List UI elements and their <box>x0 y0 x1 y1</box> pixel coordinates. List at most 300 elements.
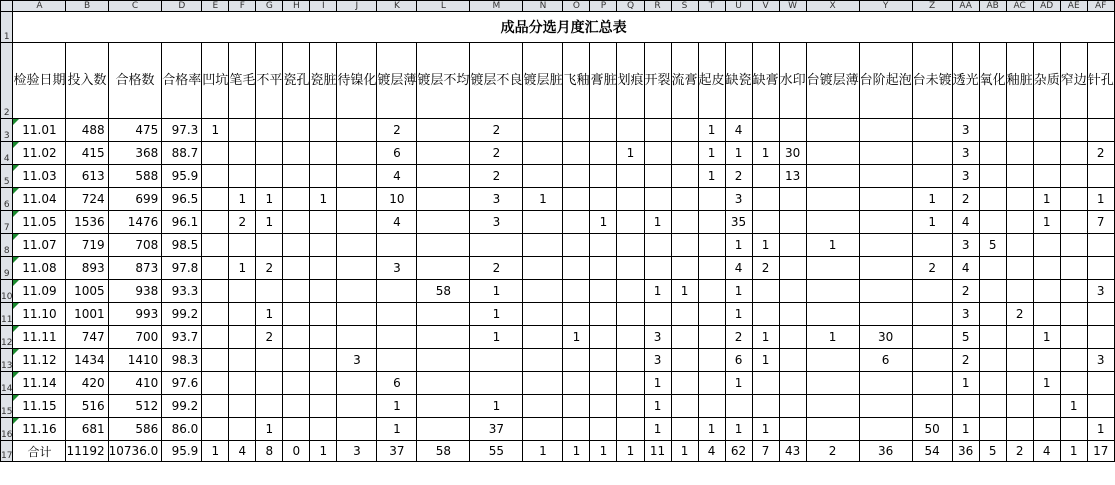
data-cell[interactable]: 1 <box>912 211 952 234</box>
data-cell[interactable]: 1 <box>644 372 671 395</box>
date-cell[interactable]: 11.14 <box>13 372 66 395</box>
data-cell[interactable]: 35 <box>725 211 752 234</box>
data-cell[interactable] <box>671 326 698 349</box>
data-cell[interactable] <box>256 142 283 165</box>
data-cell[interactable] <box>671 395 698 418</box>
data-cell[interactable] <box>590 395 617 418</box>
data-cell[interactable] <box>256 234 283 257</box>
data-cell[interactable] <box>1033 303 1060 326</box>
column-header-c[interactable]: C <box>108 1 162 12</box>
data-cell[interactable] <box>590 142 617 165</box>
data-cell[interactable]: 1 <box>644 211 671 234</box>
data-cell[interactable] <box>1006 372 1033 395</box>
header-cell[interactable]: 台未镀 <box>912 43 952 119</box>
data-cell[interactable]: 3 <box>952 234 979 257</box>
data-cell[interactable]: 7 <box>752 441 779 462</box>
data-cell[interactable] <box>1060 418 1087 441</box>
header-cell[interactable]: 开裂 <box>644 43 671 119</box>
data-cell[interactable] <box>523 234 563 257</box>
data-cell[interactable] <box>1006 418 1033 441</box>
data-cell[interactable] <box>1087 257 1114 280</box>
data-cell[interactable] <box>752 372 779 395</box>
data-cell[interactable] <box>523 211 563 234</box>
data-cell[interactable] <box>859 234 912 257</box>
data-cell[interactable] <box>563 280 590 303</box>
data-cell[interactable] <box>698 326 725 349</box>
header-cell[interactable]: 不平 <box>256 43 283 119</box>
data-cell[interactable]: 938 <box>108 280 162 303</box>
data-cell[interactable]: 1 <box>644 418 671 441</box>
data-cell[interactable]: 1 <box>470 303 523 326</box>
column-header-j[interactable]: J <box>337 1 377 12</box>
data-cell[interactable] <box>283 257 310 280</box>
data-cell[interactable]: 4 <box>725 257 752 280</box>
data-cell[interactable] <box>202 257 229 280</box>
data-cell[interactable]: 13 <box>779 165 806 188</box>
data-cell[interactable]: 3 <box>644 326 671 349</box>
data-cell[interactable] <box>671 234 698 257</box>
header-cell[interactable]: 透光 <box>952 43 979 119</box>
data-cell[interactable] <box>202 165 229 188</box>
data-cell[interactable]: 2 <box>952 188 979 211</box>
data-cell[interactable] <box>563 234 590 257</box>
row-header-12[interactable]: 12 <box>1 326 13 349</box>
data-cell[interactable]: 993 <box>108 303 162 326</box>
header-cell[interactable]: 窄边 <box>1060 43 1087 119</box>
row-header-5[interactable]: 5 <box>1 165 13 188</box>
column-header-u[interactable]: U <box>725 1 752 12</box>
data-cell[interactable] <box>979 165 1006 188</box>
data-cell[interactable] <box>337 257 377 280</box>
data-cell[interactable] <box>617 165 644 188</box>
data-cell[interactable] <box>752 119 779 142</box>
data-cell[interactable]: 613 <box>66 165 108 188</box>
date-cell[interactable]: 11.01 <box>13 119 66 142</box>
data-cell[interactable] <box>1006 119 1033 142</box>
data-cell[interactable] <box>779 303 806 326</box>
data-cell[interactable] <box>523 142 563 165</box>
data-cell[interactable] <box>283 326 310 349</box>
column-header-z[interactable]: Z <box>912 1 952 12</box>
header-cell[interactable]: 瓷孔 <box>283 43 310 119</box>
data-cell[interactable]: 415 <box>66 142 108 165</box>
date-cell[interactable]: 11.12 <box>13 349 66 372</box>
data-cell[interactable]: 1 <box>952 418 979 441</box>
data-cell[interactable]: 1 <box>912 188 952 211</box>
data-cell[interactable] <box>617 257 644 280</box>
data-cell[interactable] <box>979 142 1006 165</box>
data-cell[interactable]: 1 <box>256 188 283 211</box>
data-cell[interactable] <box>202 188 229 211</box>
data-cell[interactable]: 1 <box>523 188 563 211</box>
data-cell[interactable] <box>563 165 590 188</box>
data-cell[interactable]: 1 <box>470 395 523 418</box>
data-cell[interactable] <box>256 119 283 142</box>
data-cell[interactable]: 2 <box>952 280 979 303</box>
data-cell[interactable] <box>644 234 671 257</box>
header-cell[interactable]: 飞釉 <box>563 43 590 119</box>
data-cell[interactable]: 2 <box>256 257 283 280</box>
data-cell[interactable] <box>337 326 377 349</box>
data-cell[interactable]: 1 <box>1033 326 1060 349</box>
data-cell[interactable]: 55 <box>470 441 523 462</box>
column-header-o[interactable]: O <box>563 1 590 12</box>
data-cell[interactable]: 1005 <box>66 280 108 303</box>
date-cell[interactable]: 11.09 <box>13 280 66 303</box>
data-cell[interactable] <box>806 349 859 372</box>
data-cell[interactable] <box>979 418 1006 441</box>
data-cell[interactable]: 1 <box>644 395 671 418</box>
data-cell[interactable]: 2 <box>256 326 283 349</box>
data-cell[interactable]: 719 <box>66 234 108 257</box>
data-cell[interactable] <box>644 257 671 280</box>
column-header-w[interactable]: W <box>779 1 806 12</box>
data-cell[interactable] <box>912 142 952 165</box>
data-cell[interactable] <box>806 257 859 280</box>
data-cell[interactable] <box>859 211 912 234</box>
data-cell[interactable] <box>377 234 417 257</box>
data-cell[interactable] <box>671 165 698 188</box>
data-cell[interactable] <box>590 257 617 280</box>
column-header-f[interactable]: F <box>229 1 256 12</box>
data-cell[interactable]: 873 <box>108 257 162 280</box>
header-cell[interactable]: 待镍化 <box>337 43 377 119</box>
data-cell[interactable] <box>698 303 725 326</box>
data-cell[interactable] <box>698 188 725 211</box>
data-cell[interactable] <box>310 280 337 303</box>
data-cell[interactable] <box>202 142 229 165</box>
data-cell[interactable]: 1 <box>698 119 725 142</box>
data-cell[interactable] <box>337 234 377 257</box>
data-cell[interactable]: 3 <box>470 211 523 234</box>
data-cell[interactable]: 36 <box>952 441 979 462</box>
data-cell[interactable] <box>671 142 698 165</box>
data-cell[interactable]: 1 <box>563 326 590 349</box>
data-cell[interactable]: 1 <box>590 441 617 462</box>
data-cell[interactable]: 1 <box>952 372 979 395</box>
data-cell[interactable] <box>806 395 859 418</box>
data-cell[interactable] <box>617 188 644 211</box>
column-header-d[interactable]: D <box>162 1 202 12</box>
data-cell[interactable]: 58 <box>417 280 470 303</box>
data-cell[interactable]: 1 <box>671 441 698 462</box>
data-cell[interactable] <box>283 372 310 395</box>
data-cell[interactable]: 30 <box>859 326 912 349</box>
data-cell[interactable] <box>1060 188 1087 211</box>
data-cell[interactable]: 37 <box>470 418 523 441</box>
data-cell[interactable] <box>912 326 952 349</box>
data-cell[interactable] <box>617 418 644 441</box>
data-cell[interactable] <box>912 349 952 372</box>
data-cell[interactable] <box>310 372 337 395</box>
data-cell[interactable]: 43 <box>779 441 806 462</box>
data-cell[interactable] <box>417 418 470 441</box>
data-cell[interactable] <box>590 326 617 349</box>
data-cell[interactable] <box>979 372 1006 395</box>
data-cell[interactable] <box>979 188 1006 211</box>
data-cell[interactable] <box>417 188 470 211</box>
data-cell[interactable] <box>283 188 310 211</box>
row-header-17[interactable]: 17 <box>1 441 13 462</box>
data-cell[interactable]: 724 <box>66 188 108 211</box>
date-cell[interactable]: 11.10 <box>13 303 66 326</box>
data-cell[interactable]: 3 <box>644 349 671 372</box>
data-cell[interactable]: 1 <box>725 418 752 441</box>
data-cell[interactable] <box>698 372 725 395</box>
data-cell[interactable]: 2 <box>1006 303 1033 326</box>
row-header-7[interactable]: 7 <box>1 211 13 234</box>
data-cell[interactable]: 516 <box>66 395 108 418</box>
data-cell[interactable] <box>417 142 470 165</box>
data-cell[interactable] <box>310 234 337 257</box>
data-cell[interactable]: 1 <box>256 418 283 441</box>
data-cell[interactable] <box>1033 257 1060 280</box>
total-label-cell[interactable]: 合计 <box>13 441 66 462</box>
data-cell[interactable]: 1 <box>698 142 725 165</box>
data-cell[interactable]: 1 <box>725 303 752 326</box>
data-cell[interactable]: 97.3 <box>162 119 202 142</box>
data-cell[interactable] <box>202 395 229 418</box>
data-cell[interactable]: 3 <box>952 142 979 165</box>
data-cell[interactable]: 1 <box>202 119 229 142</box>
data-cell[interactable] <box>523 326 563 349</box>
data-cell[interactable] <box>859 188 912 211</box>
data-cell[interactable] <box>979 303 1006 326</box>
column-header-t[interactable]: T <box>698 1 725 12</box>
header-cell[interactable]: 杂质 <box>1033 43 1060 119</box>
data-cell[interactable] <box>1006 257 1033 280</box>
data-cell[interactable]: 4 <box>952 211 979 234</box>
row-header-2[interactable]: 2 <box>1 43 13 119</box>
data-cell[interactable] <box>979 349 1006 372</box>
date-cell[interactable]: 11.04 <box>13 188 66 211</box>
data-cell[interactable]: 1 <box>725 280 752 303</box>
data-cell[interactable] <box>202 211 229 234</box>
data-cell[interactable] <box>256 372 283 395</box>
data-cell[interactable] <box>671 372 698 395</box>
data-cell[interactable] <box>698 349 725 372</box>
data-cell[interactable] <box>310 211 337 234</box>
data-cell[interactable] <box>698 280 725 303</box>
data-cell[interactable]: 88.7 <box>162 142 202 165</box>
header-cell[interactable]: 流膏 <box>671 43 698 119</box>
data-cell[interactable] <box>859 257 912 280</box>
data-cell[interactable] <box>617 280 644 303</box>
data-cell[interactable]: 1 <box>1033 211 1060 234</box>
data-cell[interactable]: 1 <box>229 257 256 280</box>
data-cell[interactable] <box>644 142 671 165</box>
data-cell[interactable] <box>644 188 671 211</box>
data-cell[interactable] <box>617 395 644 418</box>
data-cell[interactable] <box>1006 395 1033 418</box>
data-cell[interactable] <box>1033 165 1060 188</box>
data-cell[interactable] <box>617 349 644 372</box>
row-header-15[interactable]: 15 <box>1 395 13 418</box>
column-header-g[interactable]: G <box>256 1 283 12</box>
data-cell[interactable] <box>979 211 1006 234</box>
data-cell[interactable] <box>1060 303 1087 326</box>
data-cell[interactable] <box>229 303 256 326</box>
header-cell[interactable]: 缺瓷 <box>725 43 752 119</box>
data-cell[interactable] <box>377 349 417 372</box>
data-cell[interactable] <box>617 303 644 326</box>
data-cell[interactable] <box>337 142 377 165</box>
data-cell[interactable] <box>1087 234 1114 257</box>
data-cell[interactable]: 3 <box>1087 349 1114 372</box>
data-cell[interactable] <box>912 234 952 257</box>
data-cell[interactable]: 0 <box>283 441 310 462</box>
data-cell[interactable]: 99.2 <box>162 303 202 326</box>
data-cell[interactable] <box>337 303 377 326</box>
data-cell[interactable] <box>417 119 470 142</box>
data-cell[interactable] <box>1006 349 1033 372</box>
data-cell[interactable] <box>229 234 256 257</box>
data-cell[interactable] <box>779 234 806 257</box>
data-cell[interactable] <box>912 372 952 395</box>
data-cell[interactable]: 1 <box>377 395 417 418</box>
data-cell[interactable]: 1 <box>470 280 523 303</box>
data-cell[interactable] <box>523 257 563 280</box>
column-header-s[interactable]: S <box>671 1 698 12</box>
data-cell[interactable] <box>644 165 671 188</box>
data-cell[interactable]: 2 <box>1087 142 1114 165</box>
data-cell[interactable]: 17 <box>1087 441 1114 462</box>
data-cell[interactable] <box>779 418 806 441</box>
data-cell[interactable] <box>859 119 912 142</box>
data-cell[interactable] <box>1006 326 1033 349</box>
data-cell[interactable] <box>417 395 470 418</box>
data-cell[interactable] <box>337 165 377 188</box>
data-cell[interactable]: 420 <box>66 372 108 395</box>
data-cell[interactable]: 97.8 <box>162 257 202 280</box>
data-cell[interactable] <box>779 326 806 349</box>
data-cell[interactable]: 4 <box>229 441 256 462</box>
data-cell[interactable] <box>859 303 912 326</box>
data-cell[interactable] <box>310 119 337 142</box>
data-cell[interactable]: 1 <box>310 441 337 462</box>
data-cell[interactable]: 6 <box>377 372 417 395</box>
data-cell[interactable] <box>698 257 725 280</box>
column-header-q[interactable]: Q <box>617 1 644 12</box>
data-cell[interactable] <box>563 349 590 372</box>
data-cell[interactable] <box>523 418 563 441</box>
data-cell[interactable] <box>859 418 912 441</box>
data-cell[interactable] <box>617 326 644 349</box>
data-cell[interactable]: 1 <box>1033 372 1060 395</box>
data-cell[interactable] <box>1033 349 1060 372</box>
data-cell[interactable] <box>1006 165 1033 188</box>
sheet-title[interactable]: 成品分选月度汇总表 <box>13 12 1114 43</box>
header-cell[interactable]: 氧化 <box>979 43 1006 119</box>
data-cell[interactable] <box>377 326 417 349</box>
date-cell[interactable]: 11.07 <box>13 234 66 257</box>
data-cell[interactable] <box>417 326 470 349</box>
header-cell[interactable]: 膏脏 <box>590 43 617 119</box>
data-cell[interactable] <box>337 372 377 395</box>
select-all-corner[interactable] <box>1 1 13 12</box>
data-cell[interactable]: 1 <box>698 165 725 188</box>
data-cell[interactable] <box>256 395 283 418</box>
data-cell[interactable] <box>523 372 563 395</box>
data-cell[interactable] <box>671 211 698 234</box>
data-cell[interactable] <box>563 142 590 165</box>
data-cell[interactable] <box>1033 418 1060 441</box>
header-cell[interactable]: 合格率 <box>162 43 202 119</box>
data-cell[interactable] <box>1087 165 1114 188</box>
data-cell[interactable]: 4 <box>1033 441 1060 462</box>
data-cell[interactable] <box>563 257 590 280</box>
data-cell[interactable] <box>979 326 1006 349</box>
data-cell[interactable] <box>1060 326 1087 349</box>
data-cell[interactable]: 7 <box>1087 211 1114 234</box>
data-cell[interactable] <box>859 165 912 188</box>
date-cell[interactable]: 11.02 <box>13 142 66 165</box>
data-cell[interactable]: 2 <box>470 257 523 280</box>
date-cell[interactable]: 11.08 <box>13 257 66 280</box>
data-cell[interactable]: 2 <box>1006 441 1033 462</box>
data-cell[interactable]: 5 <box>979 234 1006 257</box>
data-cell[interactable]: 1536 <box>66 211 108 234</box>
data-cell[interactable] <box>229 119 256 142</box>
data-cell[interactable]: 96.1 <box>162 211 202 234</box>
data-cell[interactable] <box>1060 119 1087 142</box>
header-cell[interactable]: 投入数 <box>66 43 108 119</box>
header-cell[interactable]: 水印 <box>779 43 806 119</box>
header-cell[interactable]: 凹坑 <box>202 43 229 119</box>
data-cell[interactable] <box>470 234 523 257</box>
data-cell[interactable]: 1 <box>752 142 779 165</box>
data-cell[interactable] <box>202 349 229 372</box>
data-cell[interactable] <box>912 119 952 142</box>
data-cell[interactable] <box>563 372 590 395</box>
data-cell[interactable] <box>698 395 725 418</box>
row-header-6[interactable]: 6 <box>1 188 13 211</box>
data-cell[interactable]: 893 <box>66 257 108 280</box>
header-cell[interactable]: 合格数 <box>108 43 162 119</box>
date-cell[interactable]: 11.03 <box>13 165 66 188</box>
header-cell[interactable]: 镀层脏 <box>523 43 563 119</box>
data-cell[interactable] <box>806 211 859 234</box>
column-header-k[interactable]: K <box>377 1 417 12</box>
data-cell[interactable] <box>1087 326 1114 349</box>
data-cell[interactable] <box>752 395 779 418</box>
data-cell[interactable]: 1 <box>563 441 590 462</box>
data-cell[interactable] <box>337 418 377 441</box>
data-cell[interactable] <box>859 395 912 418</box>
data-cell[interactable] <box>229 395 256 418</box>
column-header-r[interactable]: R <box>644 1 671 12</box>
data-cell[interactable]: 2 <box>725 165 752 188</box>
header-cell[interactable]: 笔毛 <box>229 43 256 119</box>
data-cell[interactable] <box>310 303 337 326</box>
data-cell[interactable] <box>417 234 470 257</box>
data-cell[interactable] <box>283 234 310 257</box>
data-cell[interactable] <box>283 349 310 372</box>
data-cell[interactable]: 6 <box>725 349 752 372</box>
data-cell[interactable] <box>979 119 1006 142</box>
column-header-n[interactable]: N <box>523 1 563 12</box>
data-cell[interactable] <box>1033 395 1060 418</box>
data-cell[interactable] <box>523 280 563 303</box>
data-cell[interactable] <box>1060 372 1087 395</box>
data-cell[interactable]: 1476 <box>108 211 162 234</box>
data-cell[interactable]: 1434 <box>66 349 108 372</box>
data-cell[interactable] <box>377 280 417 303</box>
data-cell[interactable]: 98.5 <box>162 234 202 257</box>
data-cell[interactable] <box>590 349 617 372</box>
data-cell[interactable] <box>590 165 617 188</box>
data-cell[interactable] <box>590 280 617 303</box>
